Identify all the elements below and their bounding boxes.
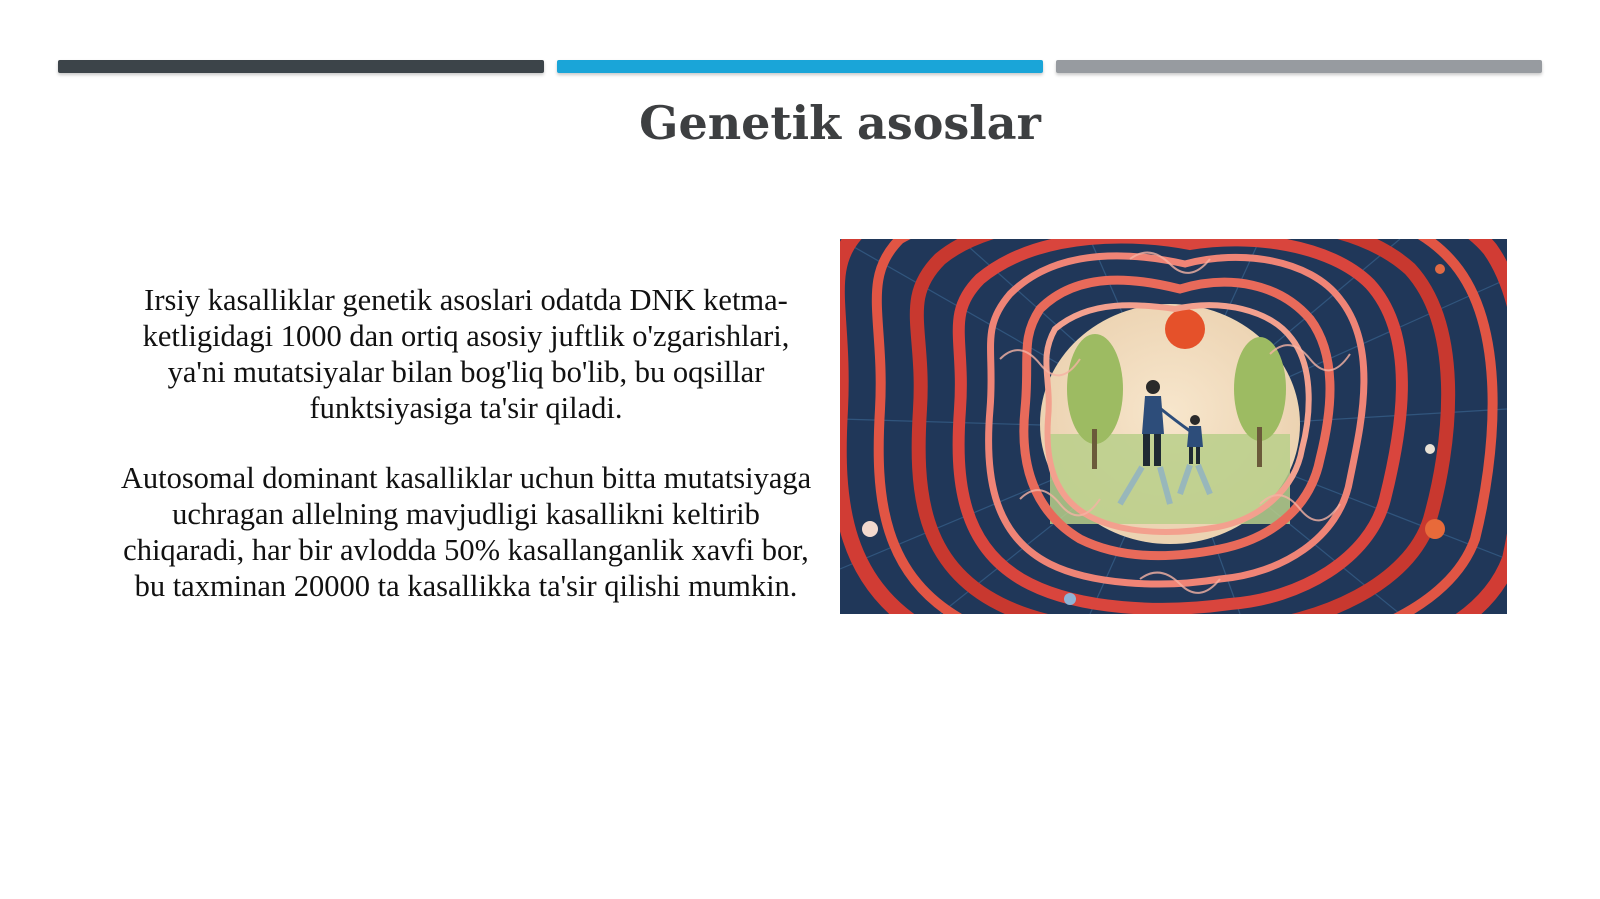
accent-bar-gray bbox=[1056, 60, 1542, 73]
dna-tunnel-illustration bbox=[840, 239, 1507, 614]
paragraph-2: Autosomal dominant kasalliklar uchun bitta mutatsiyaga uchragan allelning mavjudligi kasallikni keltirib chiqaradi, har bir avlodda 50% kasallanganlik xavfi bor, bu taxminan 20000 ta kasallikka ta'sir qilishi mumkin. bbox=[120, 461, 812, 603]
slide-title: Genetik asoslar bbox=[639, 96, 1041, 150]
tree-left bbox=[1067, 334, 1123, 444]
illustration-svg bbox=[840, 239, 1507, 614]
accent-bar-dark bbox=[58, 60, 544, 73]
tree-right bbox=[1234, 337, 1286, 441]
accent-bar-blue bbox=[557, 60, 1043, 73]
body-text bbox=[110, 282, 822, 638]
header-accent-bars bbox=[58, 60, 1542, 73]
paragraph-1: Irsiy kasalliklar genetik asoslari odatda DNK ketma-ketligidagi 1000 dan ortiq asosiy juftlik o'zgarishlari, ya'ni mutatsiyalar bilan bog'liq bo'lib, bu oqsillar funktsiyasiga ta'sir qiladi. bbox=[142, 283, 790, 425]
sun bbox=[1165, 309, 1205, 349]
